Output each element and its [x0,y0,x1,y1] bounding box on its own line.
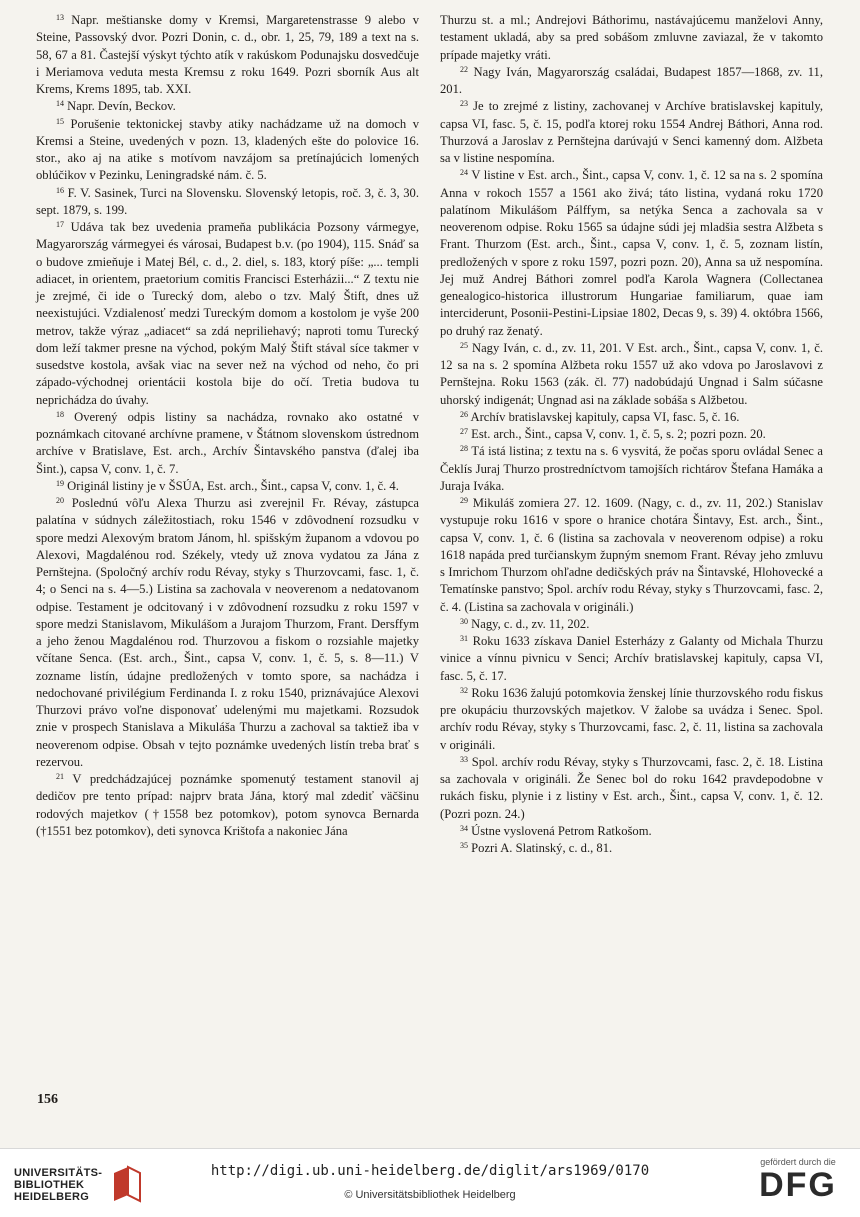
footnote [36,771,419,840]
footnote [36,12,419,98]
footnote-text: V listine v Est. arch., Šint., capsa V, conv. 1, č. 12 sa na s. 2 spomína Anna v rokoch 1557 a 1561 ako živá; táto listina, vydaná roku 1720 palatínom Mikulášom Pálffym, sa netýka Senca a zachovala sa v neoverenom odpise. Roku 1565 sa údajne súdi jej mladšia sestra Alžbeta s Frant. Thurzom (Est. arch., Šint., capsa V, conv. 1, č. 5, zoznam listín, predložených v spore z roku 1597, pozri pozn. 20), Anna sa už nespomína. Jej muž Andrej Báthori zomrel podľa Karola Wagnera (Collectanea genealogico-historica illustrorum Hungariae familiarum, quae iam interciderunt, Posonii-Pestini-Lipsiae 1802, Decas 9, s. 39) 4. októbra 1566, po druhý raz ženatý. [440,168,823,338]
footnote-number: 21 [56,772,64,781]
footnote-text: Udáva tak bez uvedenia prameňa publikácia Pozsony vármegyе, Magyarország vármegyei és városai, Budapest b.v. (po 1904), 115. Snáď sa o budove zmieňuje i Matej Bél, c. d., 2. diel, s. 183, ktorý píše: „... templi adiacet, in orientem, praetorium comitis Francisci Esterházii...“ Z textu nie je zrejmé, či ide o Turecký dom, alebo o tzv. Malý Štift, dnes už neexistujúci. Vzdialenosť medzi Tureckým domom a kostolom je vyše 200 metrov, takže výraz „adiacet“ sa zdá nepriliehavý; naproti tomu Turecký dom leží takmer presne na východ, pokým Malý Štift stával síce takmer v susedstve kostola, avšak viac na sever než na východ od neho, čo pri západo-východnej orientácii kostola bije do očí. Tretia budova tu neprichádza do úvahy. [36,220,420,407]
footnote-text: Roku 1636 žalujú potomkovia ženskej línie thurzovského rodu fiskus pre okupáciu thurzovských majetkov. V žalobe sa uvádza i Senec. Spol. archív rodu Révay, styky s Thurzovcami, fasc. 2, č. 11, listina sa zachovala v origináli. [440,685,823,752]
footnote-number: 23 [460,99,468,109]
footnote [36,409,419,478]
footnote [440,409,823,426]
footnote-text: Roku 1633 získava Daniel Esterházy z Galanty od Michala Thurzu vinice a vínnu pivnicu v Senci; Archív bratislavskej kapituly, capsa VI, fasc. 5, č. 17. [440,634,823,683]
footnote [440,633,823,685]
footnote [36,185,419,220]
footnote-text: Nagy, c. d., zv. 11, 202. [471,616,590,631]
footnote [36,219,419,409]
permalink-url[interactable]: http://digi.ub.uni-heidelberg.de/diglit/ars1969/0170 [210,1163,650,1179]
footnote [440,64,823,99]
footnote-text: Ústne vyslovená Petrom Ratkošom. [471,823,652,838]
footnote [440,340,823,409]
footnote-number: 20 [56,496,64,505]
footnotes-left-column [36,12,419,840]
viewer-footer [0,1148,860,1217]
footnote-text: Nagy Iván, c. d., zv. 11, 201. V Est. arch., Šint., capsa V, conv. 1, č. 12 sa na s. 2 spomína Alžbeta roku 1557 už ako vdova po Jaroslavovi z Pernštejna. Roku 1563 (zák. čl. 77) nadobúdajú Ungnad i Salm súčasne uhorský indigenát; Ungnad asi na základe sobáša s Alžbetou. [440,340,823,407]
footnote-number: 28 [460,444,468,454]
page-number: 156 [37,1092,58,1107]
dfg-funding[interactable] [752,1157,844,1203]
footnote-text: Tá istá listina; z textu na s. 6 vysvitá, že počas sporu ovládal Senec a Čeklís Juraj Thurzo prostredníctvom tamojších richtárov Štefana Hamáka a Juraja Iváka. [440,444,823,493]
footnote-text: V predchádzajúcej poznámke spomenutý testament stanovil aj dedičov pre tento prípad: najprv brata Jána, ktorý mal zdediť väčšinu rodových majetkov (†1558 bez potomkov), potom synovca Bernarda (†1551 bez potomkov), deti synovca Krištofa a nakoniec Jána [36,772,420,838]
footnote-text: Spol. archív rodu Révay, styky s Thurzovcami, fasc. 2, č. 18. Listina sa zachovala v origináli. Že Senec bol do roku 1642 pravdepodobne v rukách fisku, plynie i z listiny v Est. arch., Šint., capsa V, conv. 1, č. 12. (Pozri pozn. 24.) [440,754,823,821]
footnote [36,98,419,115]
dfg-logo: DFG [759,1166,837,1204]
footnote-text: Poslednú vôľu Alexa Thurzu asi zverejnil Fr. Révay, zástupca palatína v súdnych záležitostiach, roku 1546 v zdôvodnení rozsudku v spore medzi Alexovým bratom Jánom, hl. spišským županom a vdovou po Alexovi, Magdalénou rod. Székely, vtedy už znova vydatou za Jána z Pernštejna. (Spoločný archív rodu Révay, styky s Thurzovcami, fasc. 1, č. 4; o Senci na s. 4—5.) Listina sa zachovala v neoverenom a nedatovanom odpise. Testament je odcitovaný i v zdôvodnení rozsudku z roku 1597 v spore medzi Stanislavom, Mikulášom a Jurajom Thurzom, Frant. Dersffym a jeho ženou Magdalénou rod. Thurzovou a fiskom o rozsiahle majetky včítane Senca. (Est. arch., Šint., capsa V, conv. 1, č. 5, s. 8—11.) V zozname listín, údajne predložených v tomto spore, sa nachádza i nedochované privilégium Ferdinanda I. z roku 1540, priznávajúce Alexovi Thurzovi právo voľne disponovať udelenými mu majetkami. Rozsudok znie v prospech Stanislava a Mikuláša Thurzu a zachoval sa taktiež iba v neoverenom odpise. Obsah v tejto poznámke uvedených listín treba brať s rezervou. [36,496,419,769]
footnote [36,478,419,495]
footnote-number: 17 [56,220,64,229]
footnote-number: 25 [460,340,468,350]
footnote-text: Pozri A. Slatinský, c. d., 81. [471,841,613,855]
footnote-number: 33 [460,754,468,764]
footnote [440,98,823,167]
footnote [440,426,823,443]
footnote-number: 32 [460,685,468,695]
footnote [440,443,823,495]
footnote-number: 34 [460,823,468,833]
footnote-number: 13 [56,13,64,22]
footnote-number: 31 [460,634,468,643]
footnote [440,616,823,633]
footnote-number: 29 [460,496,468,505]
footnote-number: 27 [460,427,468,436]
copyright-notice: © Universitätsbibliothek Heidelberg [344,1189,516,1201]
footnote-text: Napr. meštianske domy v Kremsi, Margaretenstrasse 9 alebo v Steine, Passovský dvor. Pozri Donin, c. d., obr. 1, 25, 79, 189 a text na s. 58, 67 a 81. Častejší výskyt týchto atík v rakúskom Podunajsku dosvedčuje i Meriamova veduta mesta Kremsu z roku 1649. Pozri sborník Aus alt Krems, Krems 1895, tab. XXI. [36,13,419,96]
ub-heidelberg-wordmark: UNIVERSITÄTS- BIBLIOTHEK HEIDELBERG [14,1167,103,1203]
footnote-text: Originál listiny je v ŠSÚA, Est. arch., Šint., capsa V, conv. 1, č. 4. [67,478,399,493]
footnote-text: Porušenie tektonickej stavby atiky nachádzame už na domoch v Kremsi a Steine, uvedených v pozn. 13, kladených ešte do polovice 16. stor., ako aj na atike s motívom navzájom sa pretínajúcich lomených oblúčikov v Pezinku, Leningradské nám. č. 5. [36,116,419,183]
footnote-number: 18 [56,409,64,419]
footnote-number: 24 [460,168,468,178]
footnote-number: 16 [56,185,64,195]
footnote-text: Thurzu st. a ml.; Andrejovi Báthorimu, nastávajúcemu manželovi Anny, testament ukladá, aby sa pred sobášom zmluvne zaviazal, že v takomto prípade majetky vráti. [440,13,823,62]
footnote-text: Napr. Devín, Beckov. [67,99,176,114]
footnote-text: Archív bratislavskej kapituly, capsa VI, fasc. 5, č. 16. [470,409,740,424]
footnote [36,116,419,185]
footnote-text: Est. arch., Šint., capsa V, conv. 1, č. 5, s. 2; pozri pozn. 20. [471,427,766,441]
footnote-text: Mikuláš zomiera 27. 12. 1609. (Nagy, c. d., zv. 11, 202.) Stanislav vystupuje roku 1616 v spore o hranice chotára Šintavy, Est. arch., Šint., capsa V, conv. 1, č. 6 (listina sa zachovala v neoverenom odpise) a roku 1618 napáda pred turčianskym župným snemom Frant. Révay jeho zmluvu s Imrichom Thurzom ohľadne dedičských práv na Šintavské, Hlohovecké a Tematínske panstvo; Spol. archív rodu Révay, styky s Thurzovcami, fasc. 2, č. 4. (Listina sa zachovala v origináli.) [440,496,823,614]
footnote-text: Nagy Iván, Magyarország családai, Budapest 1857—1868, zv. 11, 201. [440,64,823,96]
footnote [440,840,823,857]
footnote [440,12,823,64]
footnote-text: Overený odpis listiny sa nachádza, rovnako ako ostatné v poznámkach citované archívne pramene, v Štátnom slovenskom ústrednom archíve v Bratislave, Est. arch., Archív Šintavského panstva (ďalej iba Šint.), capsa V, conv. 1, č. 7. [36,409,419,476]
footnote [440,167,823,340]
footnote [440,754,823,823]
footnote-number: 35 [460,841,468,850]
footnote-number: 14 [56,99,64,109]
footnote-text: F. V. Sasinek, Turci na Slovensku. Slovenský letopis, roč. 3, č. 3, 30. sept. 1879, s. 199. [36,185,419,217]
footnote [440,685,823,754]
funding-note: gefördert durch die [760,1157,836,1167]
footnote-text: Je to zrejmé z listiny, zachovanej v Archíve bratislavskej kapituly, capsa VI, fasc. 5, č. 15, podľa ktorej roku 1554 Andrej Báthori, Anna rod. Thurzová a Jaroslav z Pernštejna darúvajú v Senci kamenný dom. Alžbeta sa v listine nespomína. [440,99,824,165]
footnotes-right-column [440,12,823,857]
footnote-number: 19 [56,478,64,488]
footnote-number: 26 [460,409,468,419]
footnote [440,495,823,616]
footnote-number: 15 [56,116,64,126]
footnote-number: 22 [460,64,468,74]
footnote [440,823,823,840]
footnote-number: 30 [460,616,468,626]
footnote [36,495,419,771]
